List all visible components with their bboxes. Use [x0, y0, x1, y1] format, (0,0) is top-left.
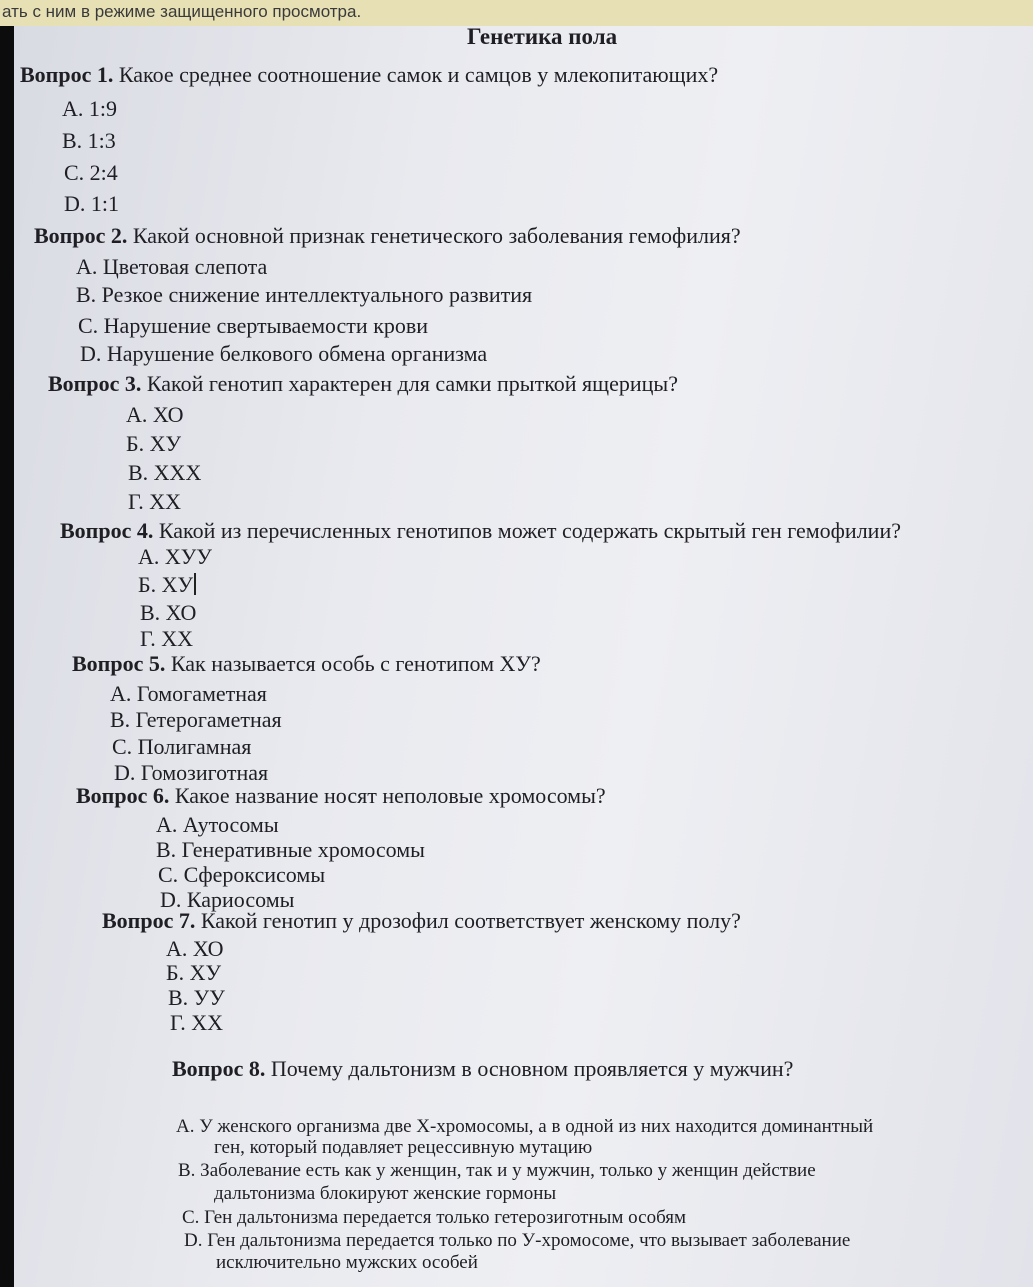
option: Б. ХУ [126, 431, 182, 456]
question-7 [102, 908, 741, 934]
question-label: Вопрос 7. [102, 908, 196, 933]
option: B. Заболевание есть как у женщин, так и у мужчин, только у женщин действие [178, 1160, 816, 1181]
question-label: Вопрос 1. [20, 62, 114, 87]
option: Г. ХХ [128, 489, 182, 514]
question-5 [72, 651, 541, 677]
question-label: Вопрос 8. [172, 1056, 266, 1081]
option: B. Гетерогаметная [110, 707, 282, 732]
question-text: Какое среднее соотношение самок и самцов у млекопитающих? [118, 62, 719, 87]
question-label: Вопрос 4. [60, 518, 154, 543]
option [138, 572, 196, 598]
question-text: Какой генотип у дрозофил соответствует женскому полу? [200, 908, 741, 933]
option: D. 1:1 [64, 191, 119, 216]
option: А. ХО [166, 936, 224, 961]
option: A. 1:9 [62, 96, 117, 121]
option: D. Кариосомы [160, 887, 295, 912]
option: А. ХУУ [138, 544, 212, 569]
option: D. Гомозиготная [114, 760, 269, 785]
option: В. ХХХ [128, 460, 202, 485]
option: D. Нарушение белкового обмена организма [80, 341, 488, 366]
question-text: Какое название носят неполовые хромосомы? [174, 783, 606, 808]
question-3 [48, 371, 678, 397]
option: Г. ХХ [170, 1010, 224, 1035]
option: A. Цветовая слепота [76, 254, 268, 279]
question-label: Вопрос 3. [48, 371, 142, 396]
option: Б. ХУ [166, 960, 222, 985]
option: C. Ген дальтонизма передается только гетерозиготным особям [182, 1207, 687, 1228]
question-6 [76, 783, 606, 809]
question-label: Вопрос 6. [76, 783, 170, 808]
question-text: Какой из перечисленных генотипов может содержать скрытый ген гемофилии? [158, 518, 901, 543]
question-2 [34, 223, 741, 249]
question-text: Какой генотип характерен для самки прыткой ящерицы? [146, 371, 678, 396]
option-continuation: исключительно мужских особей [216, 1252, 478, 1273]
option: C. Нарушение свертываемости крови [78, 313, 429, 338]
question-1 [20, 62, 718, 88]
text-cursor [194, 573, 196, 595]
option: B. Генеративные хромосомы [156, 837, 425, 862]
question-label: Вопрос 2. [34, 223, 128, 248]
option: В. УУ [168, 985, 225, 1010]
protected-view-banner: ать с ним в режиме защищенного просмотра. [0, 0, 1033, 26]
option: A. У женского организма две Х-хромосомы, а в одной из них находится доминантный [176, 1116, 874, 1137]
question-text: Какой основной признак генетического заболевания гемофилия? [132, 223, 741, 248]
question-text: Почему дальтонизм в основном проявляется у мужчин? [270, 1056, 794, 1081]
option: C. Полигамная [112, 734, 252, 759]
option-continuation: дальтонизма блокируют женские гормоны [214, 1183, 557, 1204]
option: Г. ХХ [140, 626, 194, 651]
option-text: Б. ХУ [138, 572, 194, 597]
option: A. Гомогаметная [110, 681, 267, 706]
option: B. 1:3 [62, 128, 116, 153]
option: В. ХО [140, 600, 197, 625]
question-8 [172, 1056, 793, 1082]
document-title: Генетика пола [467, 26, 618, 49]
question-4 [60, 518, 901, 544]
question-text: Как называется особь с генотипом ХУ? [170, 651, 541, 676]
option-continuation: ген, который подавляет рецессивную мутацию [214, 1137, 593, 1158]
option: A. Аутосомы [156, 812, 279, 837]
option: C. 2:4 [64, 160, 118, 185]
option: А. ХО [126, 402, 184, 427]
option: D. Ген дальтонизма передается только по У-хромосоме, что вызывает заболевание [184, 1230, 851, 1251]
document-page [14, 26, 1033, 1287]
option: B. Резкое снижение интеллектуального развития [76, 282, 533, 307]
option: C. Сфероксисомы [158, 862, 326, 887]
question-label: Вопрос 5. [72, 651, 166, 676]
